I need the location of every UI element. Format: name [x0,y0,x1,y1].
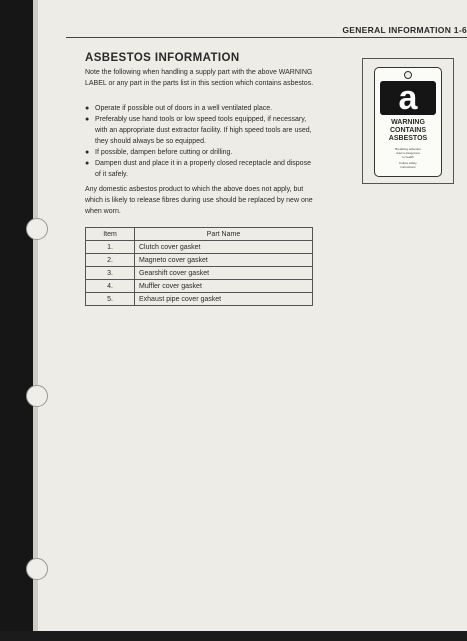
scan-bottom-edge [0,631,467,641]
binding-strip [0,0,33,641]
bullet-text: Preferably use hand tools or low speed tools equipped, if necessary, with an appropriate dust extractor facility. If high speed tools are used, they should always be so equipped. [95,116,312,145]
warning-label-figure [362,58,454,184]
bullet-text: Dampen dust and place it in a properly closed receptacle and dispose of it safely. [95,160,311,178]
fine-print-line: Breathing asbestos [395,147,421,151]
bullet-text: Operate if possible out of doors in a well ventilated place. [95,105,273,112]
item-number: 2. [86,254,135,267]
fine-print-line: to health [402,155,414,159]
tag-hole [404,71,412,79]
fine-print-line: instructions [400,165,416,169]
bullet-icon: ● [85,160,90,167]
part-name: Muffler cover gasket [135,280,313,293]
binder-hole-middle [26,385,48,407]
table-row [86,293,313,306]
list-item [85,147,317,158]
table-row [86,241,313,254]
table-row [86,267,313,280]
list-item [85,158,317,180]
list-item [85,114,317,147]
item-number: 1. [86,241,135,254]
parts-table [85,227,313,306]
bullet-icon: ● [85,105,90,112]
fine-print-line: Follow safety [399,161,417,165]
item-number: 5. [86,293,135,306]
asbestos-a-symbol: a [380,81,436,115]
table-header-row [86,228,313,241]
fine-print-line: dust is dangerous [396,151,420,155]
table-row [86,254,313,267]
table-row [86,280,313,293]
page-header: GENERAL INFORMATION 1-6 [342,25,467,35]
section-title: ASBESTOS INFORMATION [85,52,240,64]
warning-tag [374,67,442,177]
column-header-part-name: Part Name [135,228,313,241]
bullet-icon: ● [85,149,90,156]
warning-line: CONTAINS [389,127,427,134]
warning-text [375,119,441,143]
part-name: Gearshift cover gasket [135,267,313,280]
list-item [85,103,317,114]
part-name: Magneto cover gasket [135,254,313,267]
intro-paragraph: Note the following when handling a supply part with the above WARNING LABEL or any part in the parts list in this section which contains asbestos. [85,69,314,87]
replacement-note: Any domestic asbestos product to which the above does not apply, but which is likely to release fibres during use should be replaced by new one when worn. [85,186,313,215]
binder-hole-top [26,218,48,240]
item-number: 3. [86,267,135,280]
binder-hole-bottom [26,558,48,580]
warning-line: ASBESTOS [388,135,428,142]
warning-fine-print [381,147,435,169]
bullet-icon: ● [85,116,90,123]
page-edge-shadow [33,0,38,641]
part-name: Clutch cover gasket [135,241,313,254]
header-rule [66,37,467,38]
part-name: Exhaust pipe cover gasket [135,293,313,306]
bullet-text: If possible, dampen before cutting or drilling. [95,149,233,156]
item-number: 4. [86,280,135,293]
warning-line: WARNING [391,119,425,126]
column-header-item: Item [86,228,135,241]
precaution-list [85,103,317,180]
